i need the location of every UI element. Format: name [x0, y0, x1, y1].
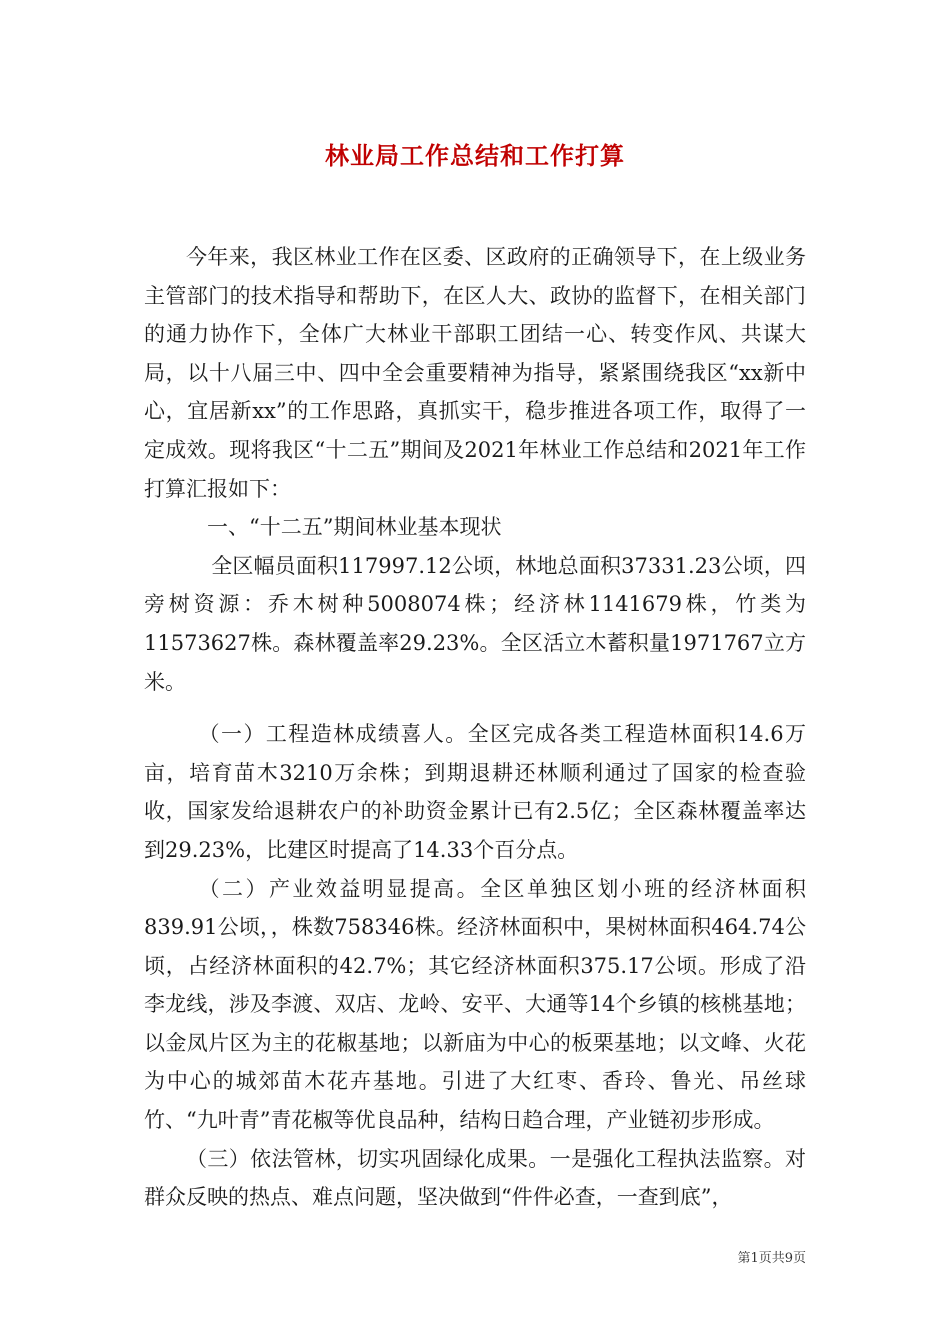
- document-body: [144, 238, 806, 1217]
- section-heading-1: 一、“十二五”期间林业基本现状: [207, 515, 502, 540]
- subsection-paragraph-1: （一）工程造林成绩喜人。全区完成各类工程造林面积14.6万亩，培育苗木3210万余株；到期退耕还林顺利通过了国家的检查验收，国家发给退耕农户的补助资金累计已有2.5亿；全区森林覆盖率达到29.23%，比建区时提高了14.33个百分点。: [144, 722, 806, 862]
- overview-paragraph: 全区幅员面积117997.12公顷，林地总面积37331.23公顷，四旁树资源：乔木树种5008074株；经济林1141679株，竹类为11573627株。森林覆盖率29.23%。全区活立木蓄积量1971767立方米。: [144, 553, 806, 694]
- document-title: 林业局工作总结和工作打算: [325, 141, 625, 170]
- subsection-paragraph-3: （三）依法管林，切实巩固绿化成果。一是强化工程执法监察。对群众反映的热点、难点问题，坚决做到“件件必查，一查到底”，: [144, 1146, 806, 1210]
- intro-paragraph: 今年来，我区林业工作在区委、区政府的正确领导下，在上级业务主管部门的技术指导和帮助下，在区人大、政协的监督下，在相关部门的通力协作下，全体广大林业干部职工团结一心、转变作风、共谋大局，以十八届三中、四中全会重要精神为指导，紧紧围绕我区“xx新中心，宜居新xx”的工作思路，真抓实干，稳步推进各项工作，取得了一定成效。现将我区“十二五”期间及2021年林业工作总结和2021年工作打算汇报如下：: [144, 245, 806, 501]
- subsection-paragraph-2: （二）产业效益明显提高。全区单独区划小班的经济林面积839.91公顷，，株数758346株。经济林面积中，果树林面积464.74公顷，占经济林面积的42.7%；其它经济林面积375.17公顷。形成了沿李龙线，涉及李渡、双店、龙岭、安平、大通等14个乡镇的核桃基地；以金凤片区为主的花椒基地；以新庙为中心的板栗基地；以文峰、火花为中心的城郊苗木花卉基地。引进了大红枣、香玲、鲁光、吊丝球竹、“九叶青”青花椒等优良品种，结构日趋合理，产业链初步形成。: [144, 876, 806, 1133]
- page-number: 第1页共9页: [737, 1251, 806, 1266]
